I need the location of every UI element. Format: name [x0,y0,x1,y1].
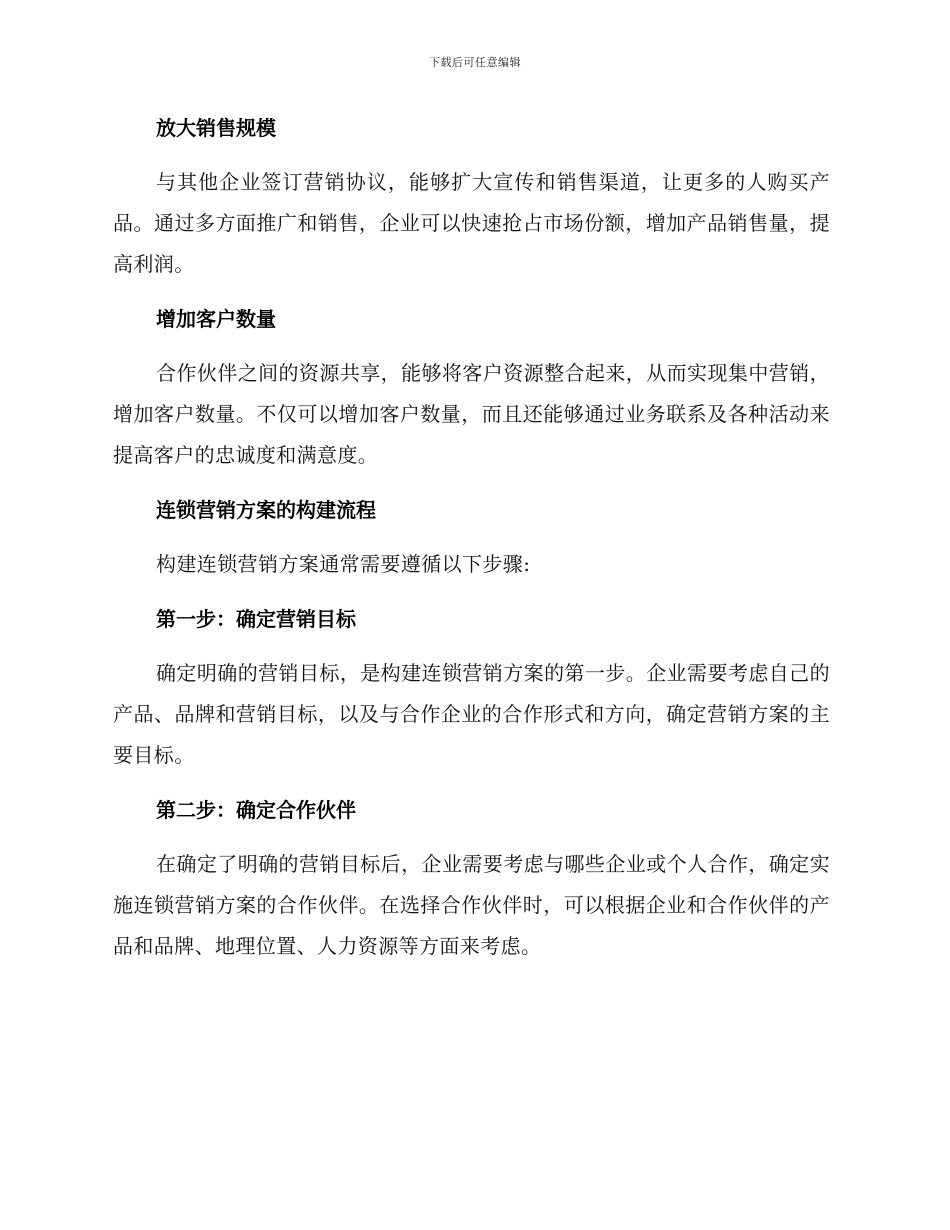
section-heading-step-two: 第二步：确定合作伙伴 [156,798,356,822]
paragraph-step-one: 确定明确的营销目标，是构建连锁营销方案的第一步。企业需要考虑自己的产品、品牌和营销目标，以及与合作企业的合作形式和方向，确定营销方案的主要目标。 [113,661,830,767]
paragraph-expand-sales: 与其他企业签订营销协议，能够扩大宣传和销售渠道，让更多的人购买产品。通过多方面推广和销售，企业可以快速抢占市场份额，增加产品销售量，提高利润。 [113,170,830,276]
page-header: 下载后可任意编辑 [429,56,521,69]
paragraph-step-two: 在确定了明确的营销目标后，企业需要考虑与哪些企业或个人合作，确定实施连锁营销方案的合作伙伴。在选择合作伙伴时，可以根据企业和合作伙伴的产品和品牌、地理位置、人力资源等方面来考虑。 [113,852,830,958]
section-heading-expand-sales: 放大销售规模 [156,116,276,140]
paragraph-build-process-intro: 构建连锁营销方案通常需要遵循以下步骤: [156,552,531,576]
document-body [113,108,830,981]
section-heading-build-process: 连锁营销方案的构建流程 [156,498,376,522]
paragraph-increase-customers: 合作伙伴之间的资源共享，能够将客户资源整合起来，从而实现集中营销，增加客户数量。不仅可以增加客户数量，而且还能够通过业务联系及各种活动来提高客户的忠诚度和满意度。 [113,361,830,467]
section-heading-increase-customers: 增加客户数量 [156,307,276,331]
section-heading-step-one: 第一步：确定营销目标 [156,607,356,631]
